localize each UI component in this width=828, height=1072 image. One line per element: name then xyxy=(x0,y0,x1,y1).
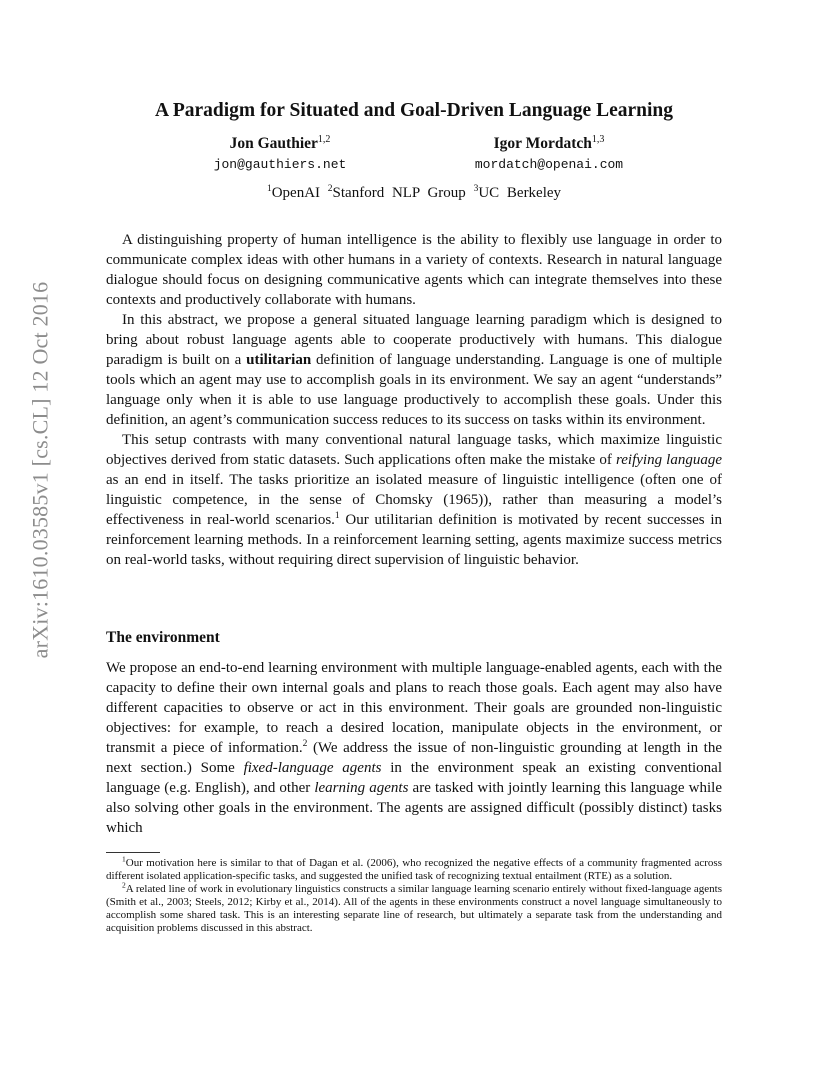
text-run: are tasked with jointly learning this language while also solving other goals in the environment. The agents are assigned difficult (possibly distinct) tasks which xyxy=(106,780,722,836)
emphasis-italic: fixed-language agents xyxy=(243,760,382,776)
author-email: mordatch@openai.com xyxy=(474,157,624,173)
arxiv-identifier: arXiv:1610.03585v1 [cs.CL] 12 Oct 2016 xyxy=(27,281,53,659)
arxiv-stamp xyxy=(27,281,53,659)
author-email: jon@gauthiers.net xyxy=(213,157,347,173)
abstract xyxy=(106,230,722,570)
author-affil-mark: 1,2 xyxy=(317,134,331,145)
footnote-marker[interactable]: 2 xyxy=(302,739,308,749)
text-run: definition of language understanding. Language is one of multiple tools which an agent may use to accomplish goals in its environment. We say an agent “understands” language only when it is able to use language productively to accomplish these goals. Under this definition, an agent’s communication success reduces to its success on tasks within its environment. xyxy=(106,352,723,428)
section-heading: The environment xyxy=(106,629,220,646)
footnote-2 xyxy=(106,880,722,935)
emphasis-italic: learning agents xyxy=(314,780,409,796)
author-block-1 xyxy=(200,134,360,172)
text-run: in the environment speak an existing conventional language (e.g. English), and other xyxy=(106,760,723,796)
affiliation-1: OpenAI xyxy=(271,185,321,201)
footnote-mark: 1 xyxy=(122,854,126,864)
text-run: We propose an end-to-end learning environment with multiple language-enabled agents, each with the capacity to define their own internal goals and plans to reach those goals. Each agent may also have different capacities to observe or act in this environment. Their goals are grounded non-linguistic objectives: for example, to reach a desired location, manipulate objects in the environment, or transmit a piece of information. xyxy=(106,660,722,756)
abstract-paragraph-2 xyxy=(106,310,722,430)
text-run: In this abstract, we propose a general situated language learning paradigm which is designed to bring about robust language agents able to cooperate productively with humans. This dialogue paradigm is built on a xyxy=(106,312,722,368)
footnote-mark: 2 xyxy=(122,880,126,890)
author-name-text: Igor Mordatch xyxy=(493,135,592,153)
footnote-text: Our motivation here is similar to that of Dagan et al. (2006), who recognized the negative effects of a community fragmented across different isolated application-specific tasks, and suggested the unified task of recognizing textual entailment (RTE) as a solution. xyxy=(106,857,722,882)
abstract-paragraph-3 xyxy=(106,430,722,570)
footnote-marker[interactable]: 1 xyxy=(334,511,340,521)
affil-mark: 3 xyxy=(473,184,479,194)
author-affil-mark: 1,3 xyxy=(591,134,605,145)
author-name xyxy=(200,134,360,153)
emphasis-italic: reifying language xyxy=(615,452,722,468)
text-run: This setup contrasts with many conventional natural language tasks, which maximize linguistic objectives derived from static datasets. Such applications often make the mistake of xyxy=(106,432,722,468)
footnote-divider xyxy=(106,852,160,853)
abstract-paragraph-1: A distinguishing property of human intelligence is the ability to flexibly use language in order to communicate complex ideas with other humans in a variety of contexts. Research in natural language dialogue should focus on designing communicative agents which can integrate themselves into these contexts and productively collaborate with humans. xyxy=(106,232,722,308)
text-run: (We address the issue of non-linguistic grounding at length in the next section.) Some xyxy=(106,740,722,776)
environment-paragraph xyxy=(106,658,722,838)
affil-mark: 1 xyxy=(266,184,272,194)
affiliation-2: Stanford NLP Group xyxy=(332,185,466,201)
author-block-2 xyxy=(460,134,638,172)
environment-section xyxy=(106,658,722,838)
text-run: Our utilitarian definition is motivated by recent successes in reinforcement learning methods. In a reinforcement learning setting, agents maximize success metrics on real-world tasks, without requiring direct supervision of linguistic behavior. xyxy=(106,512,722,568)
affil-mark: 2 xyxy=(327,184,333,194)
footnote-text: A related line of work in evolutionary linguistics constructs a similar language learning scenario entirely without fixed-language agents (Smith et al., 2003; Steels, 2012; Kirby et al., 2014). All of the agents in these environments construct a novel language simultaneously to accomplish some shared task. This is an interesting separate line of research, but ultimately a separate task from the understanding and acquisition problems discussed in this abstract. xyxy=(106,883,722,934)
affiliation-3: UC Berkeley xyxy=(478,185,562,201)
footnote-1 xyxy=(106,854,722,883)
affiliations xyxy=(0,184,828,202)
emphasis-bold: utilitarian xyxy=(246,352,312,368)
text-run: as an end in itself. The tasks prioritize an isolated measure of linguistic intelligence (often one of linguistic competence, in the sense of Chomsky (1965)), rather than measuring a model’s effectiveness in real-world scenarios. xyxy=(106,472,722,528)
author-name-text: Jon Gauthier xyxy=(229,135,318,153)
paper-title: A Paradigm for Situated and Goal-Driven Language Learning xyxy=(154,100,674,121)
author-name xyxy=(460,134,638,153)
footnotes xyxy=(106,854,722,935)
